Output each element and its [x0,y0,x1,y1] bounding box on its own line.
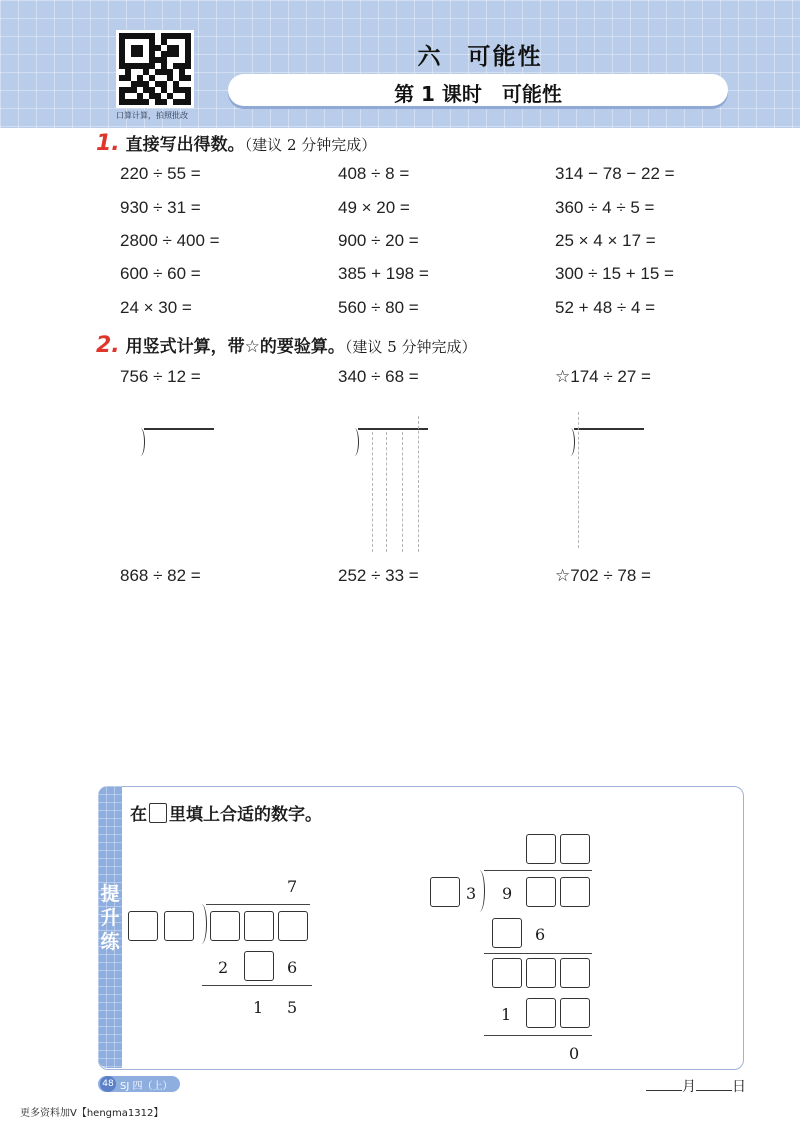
challenge-tab [98,786,122,1068]
answer-box[interactable] [128,911,158,941]
puzzle-digit: 3 [466,884,477,903]
division-bracket [196,904,207,944]
challenge-prompt-pre: 在 [130,805,147,825]
lesson-bar [228,74,728,106]
puzzle-digit: 2 [218,958,229,977]
q1-expression: 49 × 20 = [338,198,410,217]
answer-box[interactable] [278,911,308,941]
question-1-heading [96,130,376,156]
q1-expression: 220 ÷ 55 = [120,164,201,183]
question-2-hint: （建议 5 分钟完成） [344,338,477,356]
edition-label: SJ 四（上） [120,1080,173,1092]
division-bar [206,904,310,905]
question-2-title: 用竖式计算，带☆的要验算。 [125,337,345,357]
question-2-number: 2. [96,333,120,358]
answer-box[interactable] [560,958,590,988]
challenge-box [98,786,744,1070]
lesson-title: 第 1 课时 可能性 [394,82,562,106]
division-bracket [474,870,485,912]
answer-box[interactable] [526,958,556,988]
guide-line [578,412,579,548]
q2-expression: 340 ÷ 68 = [338,367,419,386]
answer-box[interactable] [560,834,590,864]
blank-box-icon [149,803,167,823]
challenge-tab-label: 提 升 练 [100,883,120,953]
puzzle-digit: 1 [253,998,264,1017]
day-label: 日 [732,1079,746,1095]
answer-box[interactable] [560,998,590,1028]
answer-box[interactable] [492,958,522,988]
q1-expression: 560 ÷ 80 = [338,298,419,317]
answer-box[interactable] [526,834,556,864]
q1-expression: 930 ÷ 31 = [120,198,201,217]
challenge-prompt [130,800,322,825]
question-2-heading [96,332,477,358]
subtraction-line [202,985,312,986]
answer-box[interactable] [526,998,556,1028]
q1-expression: 600 ÷ 60 = [120,264,201,283]
puzzle-digit: 6 [287,958,298,977]
q1-expression: 2800 ÷ 400 = [120,231,220,250]
q2-expression: ☆702 ÷ 78 = [555,566,651,585]
question-1-number: 1. [96,131,120,156]
answer-box[interactable] [526,877,556,907]
qr-caption: 口算计算，拍照批改 [116,111,188,120]
q1-expression: 52 + 48 ÷ 4 = [555,298,656,317]
answer-box[interactable] [244,911,274,941]
date-field [646,1076,746,1096]
division-bar [484,870,592,871]
puzzle-digit: 7 [287,877,298,896]
answer-box[interactable] [560,877,590,907]
q1-expression: 300 ÷ 15 + 15 = [555,264,674,283]
q1-expression: 24 × 30 = [120,298,192,317]
answer-box[interactable] [492,918,522,948]
page-badge [98,1076,180,1092]
guide-line [402,432,403,552]
answer-box[interactable] [164,911,194,941]
month-blank[interactable] [646,1078,682,1091]
guide-line [372,432,373,552]
question-1-hint: （建议 2 分钟完成） [244,136,377,154]
q1-expression: 314 − 78 − 22 = [555,164,675,183]
page-number: 48 [100,1076,116,1092]
answer-box[interactable] [430,877,460,907]
q1-expression: 900 ÷ 20 = [338,231,419,250]
month-label: 月 [682,1079,696,1095]
q1-expression: 385 + 198 = [338,264,429,283]
puzzle-digit: 9 [502,884,513,903]
subtraction-line [484,953,592,954]
guide-line [386,432,387,552]
q2-expression: 252 ÷ 33 = [338,566,419,585]
q2-expression: 756 ÷ 12 = [120,367,201,386]
puzzle-digit: 5 [287,998,298,1017]
puzzle-digit: 0 [569,1044,580,1063]
watermark: 更多资料加V【hengma1312】 [20,1108,164,1119]
q1-expression: 360 ÷ 4 ÷ 5 = [555,198,655,217]
q2-expression: 868 ÷ 82 = [120,566,201,585]
unit-title: 六 可能性 [417,44,543,70]
qr-code-icon[interactable] [116,30,194,108]
guide-line [418,416,419,552]
q2-expression: ☆174 ÷ 27 = [555,367,651,386]
answer-box[interactable] [210,911,240,941]
q1-expression: 408 ÷ 8 = [338,164,410,183]
subtraction-line [484,1035,592,1036]
day-blank[interactable] [696,1078,732,1091]
qr-code-block[interactable] [116,30,196,121]
puzzle-digit: 6 [535,925,546,944]
q1-expression: 25 × 4 × 17 = [555,231,656,250]
answer-box[interactable] [244,951,274,981]
challenge-prompt-post: 里填上合适的数字。 [169,805,322,825]
question-1-title: 直接写出得数。 [125,135,245,155]
puzzle-digit: 1 [501,1005,512,1024]
